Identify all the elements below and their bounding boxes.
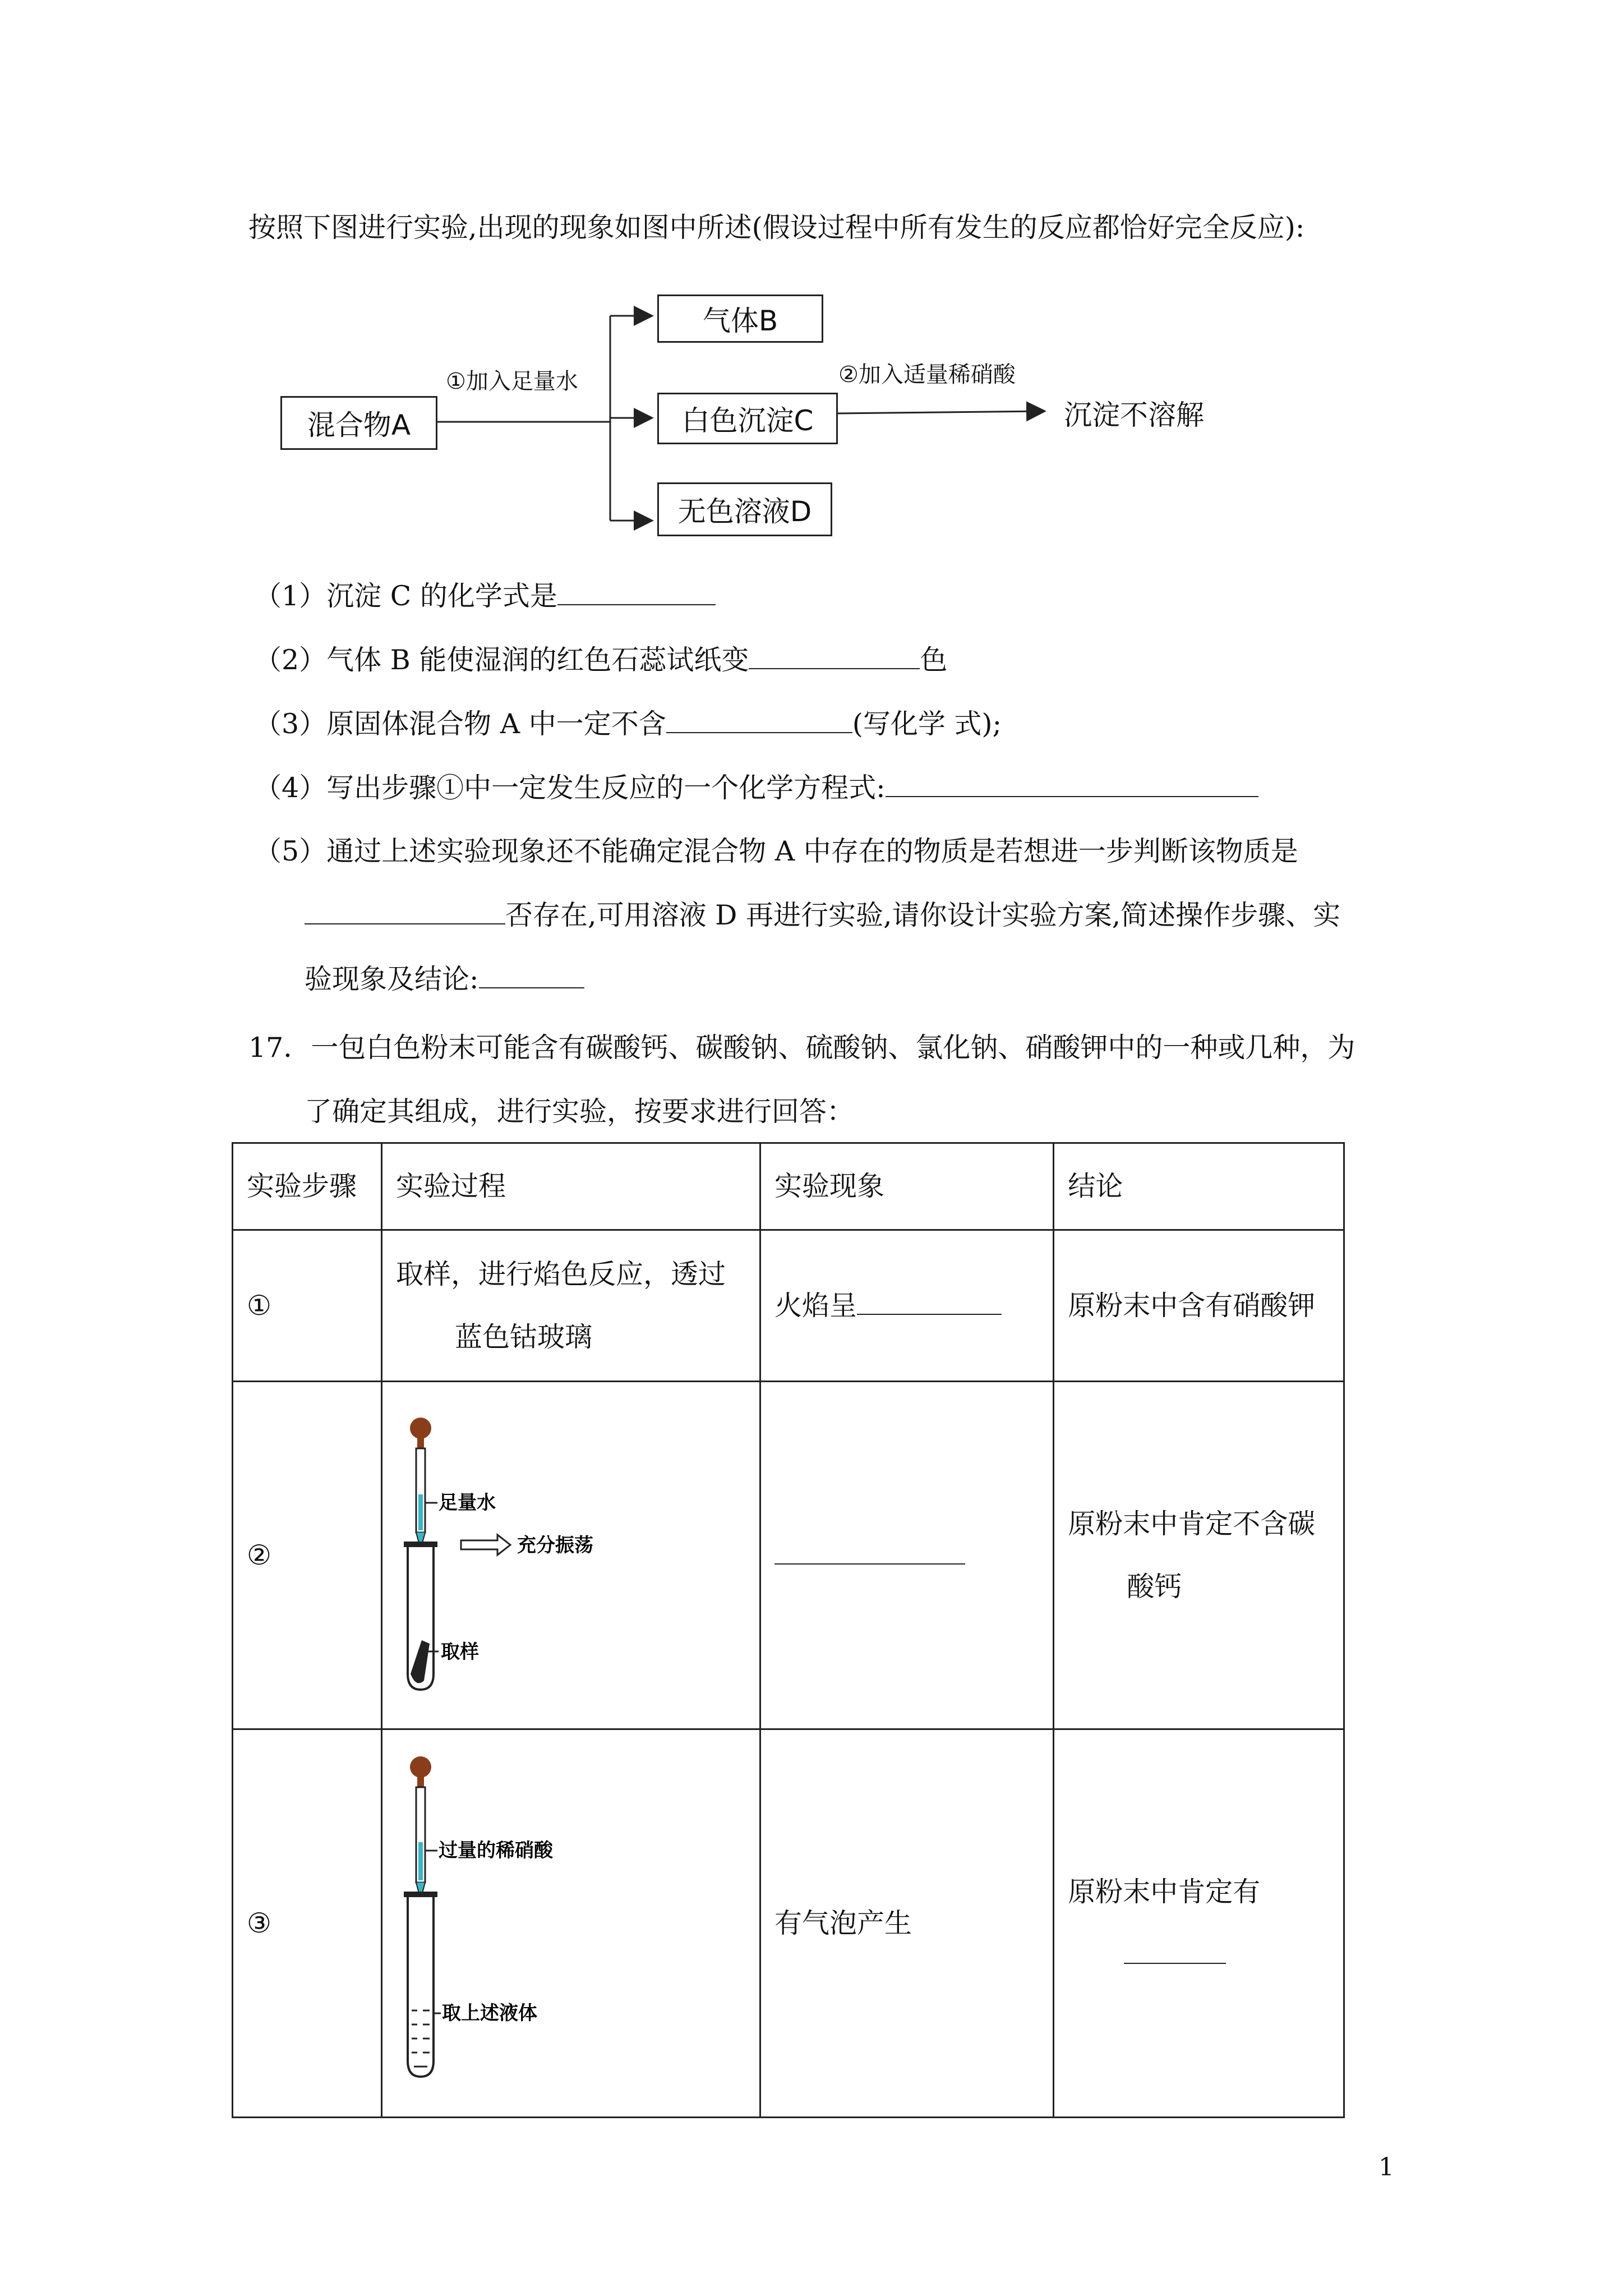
test-tube-diagram-3 (382, 1730, 759, 2095)
phenomenon-3: 有气泡产生 (760, 1729, 1053, 2118)
label-liquid: 取上述液体 (441, 2002, 537, 2024)
answer-blank[interactable] (749, 646, 920, 669)
label-acid: 过量的稀硝酸 (438, 1839, 553, 1862)
step-2: ② (233, 1382, 382, 1729)
question-5-line2: 否存在,可用溶液 D 再进行实验,请你设计实验方案,简述操作步骤、实 (305, 899, 1340, 932)
page-number: 1 (1378, 2153, 1394, 2182)
label-result: 沉淀不溶解 (1064, 399, 1204, 431)
question-17-line1: 17．一包白色粉末可能含有碳酸钙、碳酸钠、硫酸钠、氯化钠、硝酸钾中的一种或几种，为 (248, 1032, 1355, 1064)
table-row (233, 1382, 1344, 1729)
table-row (233, 1729, 1344, 2118)
label-step2: ②加入适量稀硝酸 (838, 362, 1016, 388)
label-shake: 充分振荡 (517, 1534, 593, 1557)
conclusion-1: 原粉末中含有硝酸钾 (1054, 1230, 1344, 1382)
answer-blank[interactable] (479, 965, 584, 988)
label-sample: 取样 (440, 1641, 479, 1663)
flow-arrows (0, 0, 1623, 561)
question-3: （3）原固体混合物 A 中一定不含 (写化学 式); (254, 708, 1002, 740)
header-step: 实验步骤 (233, 1143, 382, 1230)
process-1: 取样，进行焰色反应，透过 蓝色钴玻璃 (381, 1230, 760, 1382)
intro-text: 按照下图进行实验,出现的现象如图中所述(假设过程中所有发生的反应都恰好完全反应): (248, 211, 1305, 243)
header-process: 实验过程 (381, 1143, 760, 1230)
box-mixture-a: 混合物A (280, 396, 437, 450)
table-header-row (233, 1143, 1344, 1230)
header-phenomenon: 实验现象 (760, 1143, 1053, 1230)
answer-blank[interactable] (774, 1542, 965, 1565)
question-4: （4）写出步骤①中一定发生反应的一个化学方程式: (254, 771, 1258, 805)
question-5-line3: 验现象及结论: (305, 963, 584, 996)
question-1: （1）沉淀 C 的化学式是 (254, 579, 716, 613)
box-precipitate-c: 白色沉淀C (657, 393, 838, 444)
test-tube-diagram-2 (382, 1382, 759, 1706)
table-row (233, 1230, 1344, 1382)
answer-blank[interactable] (557, 582, 716, 605)
box-gas-b: 气体B (657, 295, 823, 343)
step-1: ① (233, 1230, 382, 1382)
process-2-diagram (381, 1382, 760, 1729)
step-3: ③ (233, 1729, 382, 2118)
question-17-line2: 了确定其组成，进行实验，按要求进行回答： (305, 1096, 855, 1128)
answer-blank[interactable] (1124, 1940, 1226, 1964)
answer-blank[interactable] (305, 901, 505, 924)
box-solution-d: 无色溶液D (657, 482, 832, 536)
question-5-line1: （5）通过上述实验现象还不能确定混合物 A 中存在的物质是若想进一步判断该物质是 (254, 835, 1298, 867)
conclusion-2: 原粉末中肯定不含碳 酸钙 (1054, 1382, 1344, 1729)
answer-blank[interactable] (886, 774, 1258, 797)
phenomenon-1: 火焰呈 (760, 1230, 1053, 1382)
experiment-table (232, 1142, 1345, 2118)
question-2: （2）气体 B 能使湿润的红色石蕊试纸变 色 (254, 644, 948, 676)
label-step1: ①加入足量水 (446, 369, 578, 394)
label-water: 足量水 (438, 1492, 496, 1514)
process-3-diagram (381, 1729, 760, 2118)
answer-blank[interactable] (666, 710, 852, 733)
conclusion-3: 原粉末中肯定有 (1054, 1729, 1344, 2118)
phenomenon-2 (760, 1382, 1053, 1729)
header-conclusion: 结论 (1054, 1143, 1344, 1230)
answer-blank[interactable] (857, 1291, 1002, 1315)
